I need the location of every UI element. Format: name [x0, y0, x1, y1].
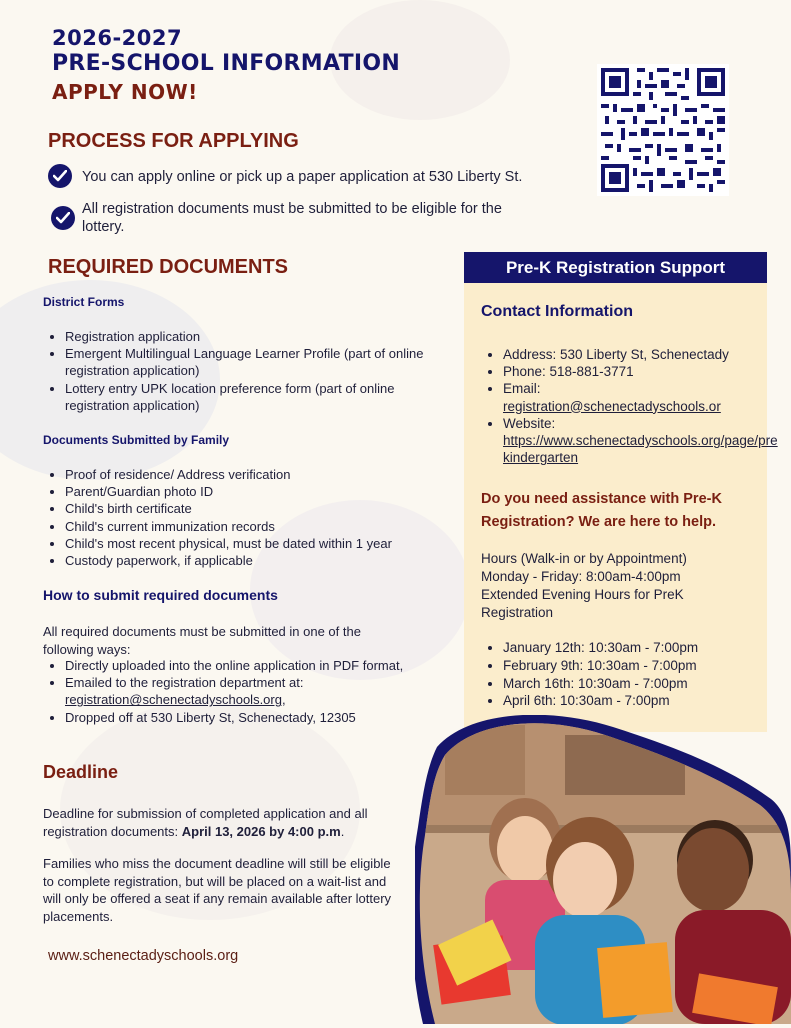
- submit-intro: All required documents must be submitted in one of the following ways:: [43, 624, 361, 657]
- deadline-text-part: .: [340, 823, 345, 839]
- process-item: All registration documents must be submitted to be eligible for the lottery.: [82, 201, 502, 235]
- evening-hours-list: [481, 639, 778, 710]
- family-docs-list: [43, 466, 455, 569]
- qr-code[interactable]: [597, 64, 729, 196]
- list-item: • Custody paperwork, if applicable: [65, 552, 455, 569]
- list-item: [65, 674, 425, 708]
- email-label: Email:: [503, 381, 541, 397]
- list-item: • Lottery entry UPK location preference form (part of online registration application): [65, 380, 435, 414]
- hours-line: Hours (Walk-in or by Appointment): [481, 551, 687, 566]
- page-title: PRE-SCHOOL INFORMATION: [52, 51, 401, 76]
- list-item: • February 9th: 10:30am - 7:00pm: [503, 657, 778, 675]
- deadline-text-part: Deadline for submission of completed application and all registration documents:: [43, 806, 368, 839]
- process-heading: PROCESS FOR APPLYING: [48, 130, 299, 152]
- list-item: • Parent/Guardian photo ID: [65, 483, 455, 500]
- required-documents-heading: REQUIRED DOCUMENTS: [48, 256, 289, 278]
- registration-email-link[interactable]: registration@schenectadyschools.org: [65, 692, 282, 708]
- hours-line: Monday - Friday: 8:00am-4:00pm: [481, 569, 681, 584]
- submit-methods-list: [43, 657, 425, 726]
- contact-info-list: [481, 346, 778, 466]
- list-item: • January 12th: 10:30am - 7:00pm: [503, 639, 778, 657]
- children-reading-photo: [415, 715, 791, 1024]
- list-item: • Child's most recent physical, must be dated within 1 year: [65, 535, 455, 552]
- apply-now-heading: APPLY NOW!: [52, 80, 198, 104]
- assistance-heading: Do you need assistance with Pre-K Registration? We are here to help.: [481, 491, 722, 530]
- list-item: • Emergent Multilingual Language Learner Profile (part of online registration application): [65, 345, 435, 379]
- list-item: • Dropped off at 530 Liberty St, Schenectady, 12305: [65, 709, 425, 726]
- list-item: • Proof of residence/ Address verification: [65, 466, 455, 483]
- check-icon: [48, 164, 72, 188]
- website-link[interactable]: https://www.schenectadyschools.org/page/prekindergarten: [503, 433, 778, 466]
- deadline-heading: Deadline: [43, 762, 119, 782]
- list-item: • March 16th: 10:30am - 7:00pm: [503, 675, 778, 693]
- process-item: You can apply online or pick up a paper application at 530 Liberty St.: [82, 169, 523, 185]
- check-icon: [51, 206, 75, 230]
- list-item: • Child's birth certificate: [65, 500, 455, 517]
- list-item: • April 6th: 10:30am - 7:00pm: [503, 692, 778, 710]
- how-to-submit-heading: How to submit required documents: [43, 587, 278, 603]
- qr-code-icon: [597, 64, 729, 196]
- hours-line: Extended Evening Hours for PreK Registration: [481, 587, 684, 620]
- support-panel-title: Pre-K Registration Support: [464, 252, 767, 283]
- family-docs-heading: Documents Submitted by Family: [43, 433, 230, 447]
- email-link[interactable]: registration@schenectadyschools.or: [503, 398, 721, 414]
- header-year: 2026-2027: [52, 26, 183, 50]
- list-item-text: Emailed to the registration department at:: [65, 675, 304, 691]
- contact-email: [503, 380, 778, 414]
- contact-address: • Address: 530 Liberty St, Schenectady: [503, 346, 778, 363]
- deadline-note: Families who miss the document deadline will still be eligible to complete registration, but will be placed on a wait-list and will only be offered a seat if any remain available after lottery placements.: [43, 856, 392, 924]
- deadline-date: April 13, 2026 by 4:00 p.m: [181, 823, 341, 839]
- list-item: • Directly uploaded into the online application in PDF format,: [65, 657, 425, 674]
- website-label: Website:: [503, 415, 556, 431]
- contact-info-heading: Contact Information: [481, 303, 633, 320]
- deadline-text: [43, 805, 413, 840]
- district-forms-heading: District Forms: [43, 295, 125, 309]
- contact-website: [503, 415, 778, 467]
- contact-phone: • Phone: 518-881-3771: [503, 363, 778, 380]
- footer-website-link[interactable]: www.schenectadyschools.org: [48, 948, 239, 964]
- list-item: • Child's current immunization records: [65, 518, 455, 535]
- list-item-text: ,: [281, 692, 286, 708]
- list-item: • Registration application: [65, 328, 435, 345]
- district-forms-list: [43, 328, 435, 414]
